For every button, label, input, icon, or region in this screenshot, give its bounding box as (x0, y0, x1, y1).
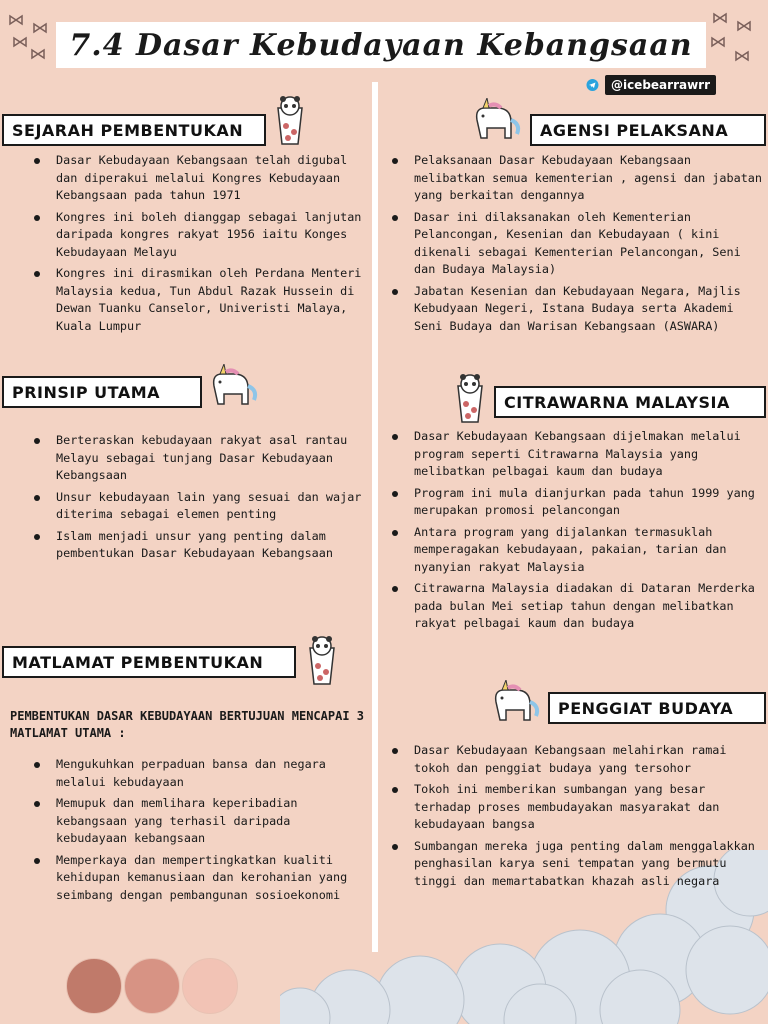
list-item: Islam menjadi unsur yang penting dalam pembentukan Dasar Kebudayaan Kebangsaan (32, 528, 368, 563)
heading-prinsip (2, 376, 202, 408)
list-item: Jabatan Kesenian dan Kebudayaan Negara, Majlis Kebudyaan Negeri, Istana Budaya serta Akademi Seni Budaya dan Warisan Kebangsaan (ASWARA) (390, 283, 762, 336)
list-item: Memperkaya dan mempertingkatkan kualiti kehidupan kemanusiaan dan kerohanian yang seimbang dengan pembangunan sosioekonomi (32, 852, 368, 905)
list-item: Dasar Kebudayaan Kebangsaan telah digubal dan diperakui melalui Kongres Kebudayaan Kebangsaan pada tahun 1971 (32, 152, 368, 205)
title-banner (56, 22, 706, 68)
heading-agensi-label: AGENSI PELAKSANA (540, 120, 729, 140)
list-prinsip (32, 432, 368, 567)
color-swatch (182, 958, 238, 1014)
matlamat-intro: PEMBENTUKAN DASAR KEBUDAYAAN BERTUJUAN MENCAPAI 3 MATLAMAT UTAMA : (10, 709, 365, 740)
panda-boba-icon (450, 374, 490, 424)
column-divider (372, 82, 378, 952)
list-agensi (390, 152, 762, 339)
list-item: Kongres ini boleh dianggap sebagai lanjutan daripada kongres rakyat 1956 iaitu Konges Kebudayaan Melayu (32, 209, 368, 262)
unicorn-icon (486, 680, 542, 726)
list-item: Kongres ini dirasmikan oleh Perdana Menteri Malaysia kedua, Tun Abdul Razak Hussein di Dewan Tuanku Canselor, Univeristi Malaya, Kuala Lumpur (32, 265, 368, 335)
list-item: Antara program yang dijalankan termasuklah memperagakan kebudayaan, pakaian, tarian dan nyanyian rakyat Malaysia (390, 524, 762, 577)
heading-sejarah-label: SEJARAH PEMBENTUKAN (12, 120, 244, 140)
heading-penggiat-label: PENGGIAT BUDAYA (558, 698, 734, 718)
color-swatch (124, 958, 180, 1014)
handle-text: @icebearrawrr (605, 75, 716, 95)
heading-agensi (530, 114, 766, 146)
telegram-icon (586, 72, 599, 98)
list-item: Tokoh ini memberikan sumbangan yang besar terhadap proses membudayakan masyarakat dan kebudayaan bangsa (390, 781, 762, 834)
list-item: Dasar Kebudayaan Kebangsaan dijelmakan melalui program seperti Citrawarna Malaysia yang melibatkan pelbagai kaum dan budaya (390, 428, 762, 481)
heading-matlamat-label: MATLAMAT PEMBENTUKAN (12, 652, 264, 672)
list-item: Berteraskan kebudayaan rakyat asal rantau Melayu sebagai tunjang Dasar Kebudayaan Kebangsaan (32, 432, 368, 485)
color-swatch (66, 958, 122, 1014)
bow-cluster-right (706, 8, 764, 72)
heading-sejarah (2, 114, 266, 146)
list-item: Memupuk dan memlihara keperibadian kebangsaan yang terhasil daripada kebudayaan kebangsaan (32, 795, 368, 848)
unicorn-icon (204, 364, 260, 410)
heading-prinsip-label: PRINSIP UTAMA (12, 382, 161, 402)
heading-citrawarna (494, 386, 766, 418)
heading-citrawarna-label: CITRAWARNA MALAYSIA (504, 392, 730, 412)
page-title: 7.4 Dasar Kebudayaan Kebangsaan (69, 27, 693, 63)
list-penggiat (390, 742, 762, 894)
bow-cluster-left (4, 8, 60, 68)
panda-boba-icon (302, 636, 342, 686)
list-sejarah (32, 152, 368, 339)
list-item: Program ini mula dianjurkan pada tahun 1999 yang merupakan promosi pelancongan (390, 485, 762, 520)
list-item: Mengukuhkan perpaduan bansa dan negara melalui kebudayaan (32, 756, 368, 791)
author-handle (586, 72, 716, 98)
list-item: Dasar ini dilaksanakan oleh Kementerian Pelancongan, Kesenian dan Kebudayaan ( kini dikenali sebagai Kementerian Pelancongan, Seni dan Budaya Malaysia) (390, 209, 762, 279)
list-citrawarna (390, 428, 762, 637)
list-item: Sumbangan mereka juga penting dalam menggalakkan penghasilan karya seni tempatan yang bermutu tinggi dan memartabatkan khazah asli negara (390, 838, 762, 891)
list-item: Dasar Kebudayaan Kebangsaan melahirkan ramai tokoh dan penggiat budaya yang tersohor (390, 742, 762, 777)
list-item: Pelaksanaan Dasar Kebudayaan Kebangsaan melibatkan semua kementerian , agensi dan jabatan yang berkaitan dengannya (390, 152, 762, 205)
panda-boba-icon (270, 96, 310, 146)
list-item: Citrawarna Malaysia diadakan di Dataran Merderka pada bulan Mei setiap tahun dengan melibatkan rakyat pelbagai kaum dan budaya (390, 580, 762, 633)
heading-penggiat (548, 692, 766, 724)
unicorn-icon (466, 98, 524, 144)
heading-matlamat (2, 646, 296, 678)
list-item: Unsur kebudayaan lain yang sesuai dan wajar diterima sebagai elemen penting (32, 489, 368, 524)
